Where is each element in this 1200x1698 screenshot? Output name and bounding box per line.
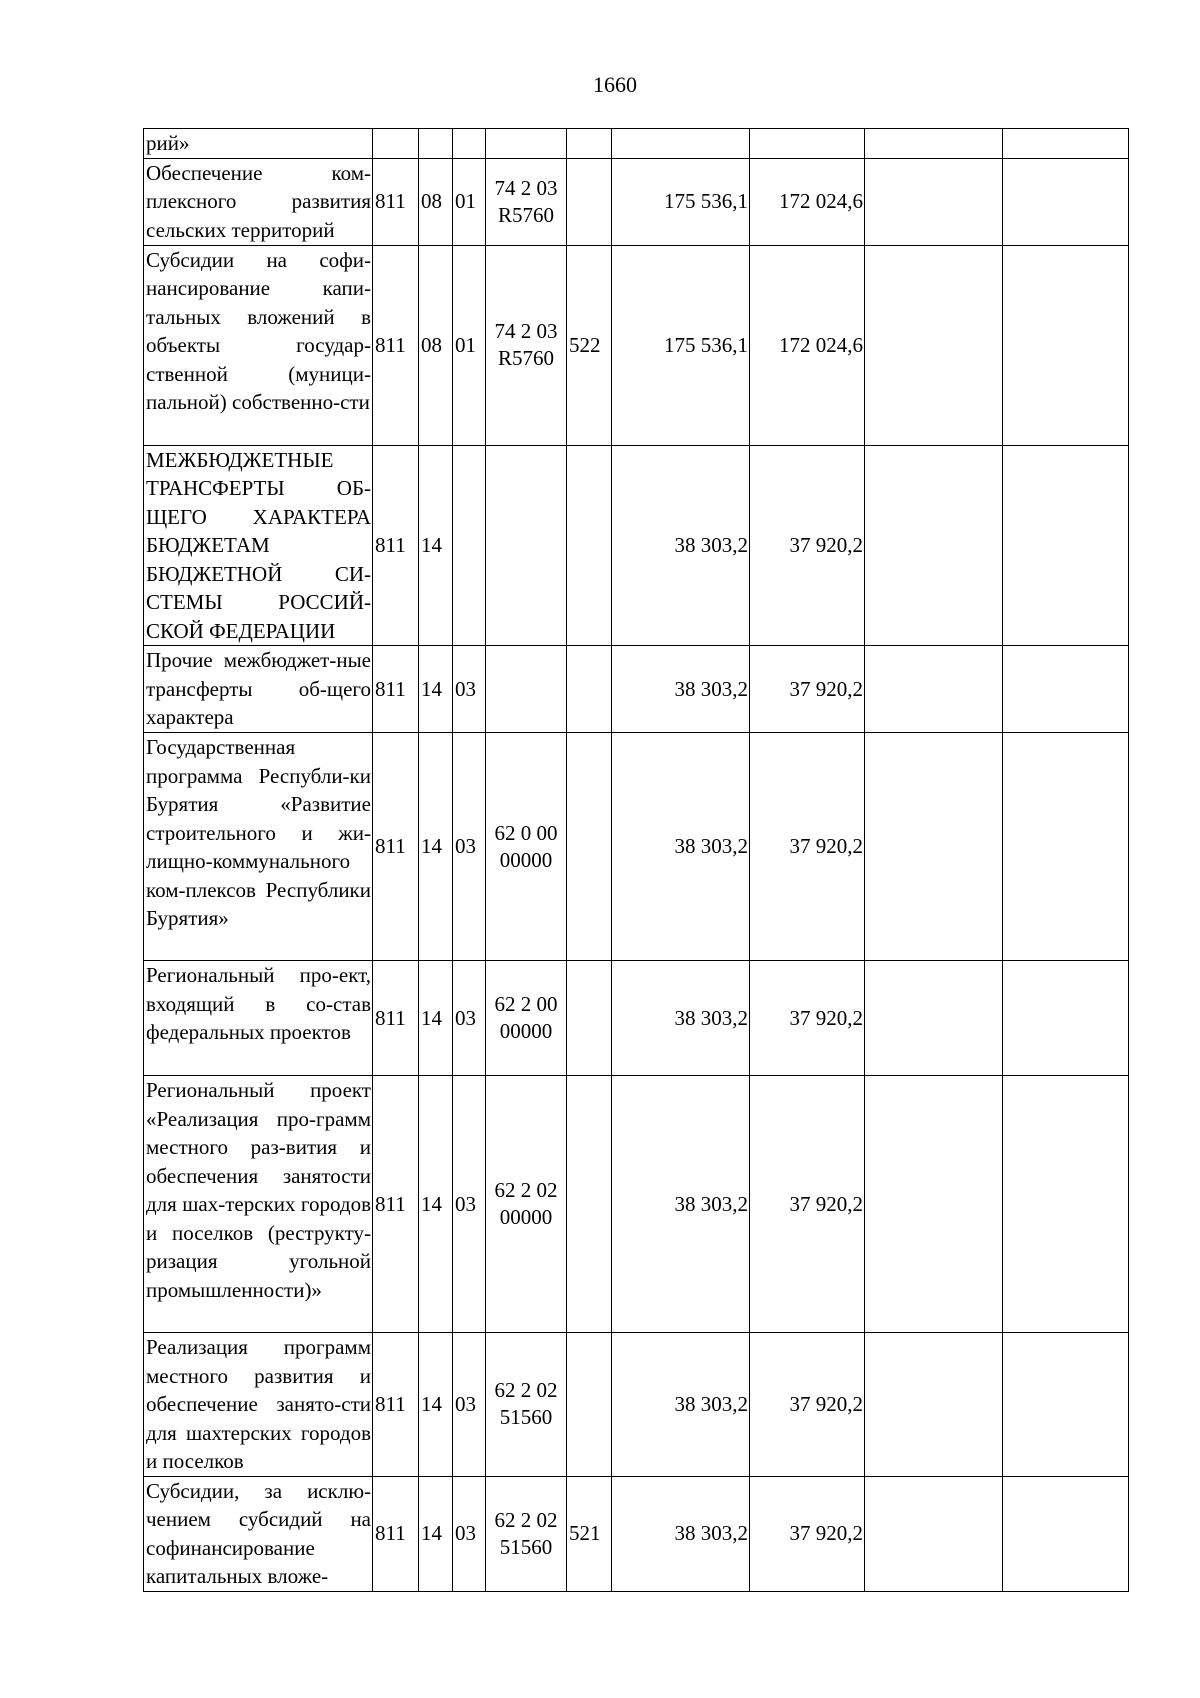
cell-target-article: 62 2 00 00000	[486, 961, 567, 1076]
cell-name: Региональный проект «Реализация про-грамм местного раз-вития и обеспечения занятости для шах-терских городов и поселков (реструкту-ризация угольной промышленности)»	[144, 1076, 373, 1333]
table-row	[144, 646, 1129, 733]
cell-sum-4	[1003, 158, 1129, 245]
cell-sum-4	[1003, 245, 1129, 445]
cell-sum-3	[865, 733, 1003, 961]
cell-name: Субсидии, за исклю-чением субсидий на софинансирование капитальных вложе-	[144, 1476, 373, 1591]
cell-sum-1: 38 303,2	[612, 1333, 750, 1477]
cell-ved: 811	[373, 1333, 419, 1477]
cell-subsection	[453, 445, 486, 646]
cell-sum-4	[1003, 129, 1129, 159]
cell-subsection: 01	[453, 158, 486, 245]
table-row	[144, 733, 1129, 961]
cell-sum-4	[1003, 733, 1129, 961]
cell-target-article	[486, 646, 567, 733]
cell-sum-3	[865, 158, 1003, 245]
cell-ved: 811	[373, 733, 419, 961]
cell-sum-3	[865, 129, 1003, 159]
cell-expense-type	[567, 445, 612, 646]
cell-subsection: 03	[453, 733, 486, 961]
cell-sum-1: 38 303,2	[612, 1076, 750, 1333]
cell-expense-type	[567, 129, 612, 159]
cell-expense-type	[567, 961, 612, 1076]
table-body	[144, 129, 1129, 1592]
cell-sum-2: 37 920,2	[750, 646, 865, 733]
cell-target-article: 62 2 02 51560	[486, 1333, 567, 1477]
cell-sum-4	[1003, 1076, 1129, 1333]
cell-target-article	[486, 445, 567, 646]
cell-section: 08	[419, 158, 453, 245]
cell-sum-3	[865, 245, 1003, 445]
cell-section: 08	[419, 245, 453, 445]
cell-sum-1	[612, 129, 750, 159]
cell-sum-2: 172 024,6	[750, 158, 865, 245]
cell-section: 14	[419, 1076, 453, 1333]
cell-sum-1: 38 303,2	[612, 646, 750, 733]
cell-sum-2: 37 920,2	[750, 1076, 865, 1333]
cell-target-article: 62 2 02 00000	[486, 1076, 567, 1333]
budget-table	[143, 128, 1129, 1592]
table-row	[144, 961, 1129, 1076]
cell-sum-2: 37 920,2	[750, 1333, 865, 1477]
cell-name: Субсидии на софи-нансирование капи-тальных вложений в объекты государ-ственной (муници-пальной) собственно-сти	[144, 245, 373, 445]
cell-sum-4	[1003, 1333, 1129, 1477]
cell-section: 14	[419, 1333, 453, 1477]
cell-sum-1: 38 303,2	[612, 1476, 750, 1591]
cell-sum-2: 37 920,2	[750, 445, 865, 646]
cell-sum-3	[865, 1476, 1003, 1591]
cell-expense-type: 521	[567, 1476, 612, 1591]
table-row	[144, 445, 1129, 646]
cell-name: Реализация программ местного развития и обеспечение занято-сти для шахтерских городов и поселков	[144, 1333, 373, 1477]
cell-sum-1: 38 303,2	[612, 445, 750, 646]
cell-expense-type	[567, 646, 612, 733]
cell-sum-2: 172 024,6	[750, 245, 865, 445]
cell-ved: 811	[373, 245, 419, 445]
cell-name: Региональный про-ект, входящий в со-став федеральных проектов	[144, 961, 373, 1076]
cell-sum-4	[1003, 445, 1129, 646]
cell-name: Обеспечение ком-плексного развития сельских территорий	[144, 158, 373, 245]
cell-name: рий»	[144, 129, 373, 159]
cell-target-article: 74 2 03 R5760	[486, 245, 567, 445]
cell-sum-3	[865, 646, 1003, 733]
cell-section: 14	[419, 961, 453, 1076]
cell-subsection: 03	[453, 1333, 486, 1477]
cell-sum-1: 38 303,2	[612, 733, 750, 961]
table-row	[144, 158, 1129, 245]
table-row	[144, 1476, 1129, 1591]
table-row	[144, 1333, 1129, 1477]
cell-sum-2: 37 920,2	[750, 961, 865, 1076]
cell-section	[419, 129, 453, 159]
cell-subsection: 01	[453, 245, 486, 445]
cell-subsection: 03	[453, 1076, 486, 1333]
cell-name: Прочие межбюджет-ные трансферты об-щего характера	[144, 646, 373, 733]
cell-target-article: 74 2 03 R5760	[486, 158, 567, 245]
cell-ved: 811	[373, 158, 419, 245]
cell-sum-4	[1003, 1476, 1129, 1591]
cell-sum-1: 175 536,1	[612, 245, 750, 445]
cell-ved: 811	[373, 961, 419, 1076]
cell-sum-1: 175 536,1	[612, 158, 750, 245]
cell-section: 14	[419, 733, 453, 961]
cell-expense-type	[567, 1333, 612, 1477]
cell-sum-3	[865, 1076, 1003, 1333]
cell-sum-3	[865, 961, 1003, 1076]
cell-ved: 811	[373, 646, 419, 733]
cell-name: МЕЖБЮДЖЕТНЫЕ ТРАНСФЕРТЫ ОБ-ЩЕГО ХАРАКТЕРА БЮДЖЕТАМ БЮДЖЕТНОЙ СИ-СТЕМЫ РОССИЙ-СКОЙ ФЕДЕРАЦИИ	[144, 445, 373, 646]
cell-ved: 811	[373, 1476, 419, 1591]
cell-ved: 811	[373, 445, 419, 646]
table-row	[144, 129, 1129, 159]
cell-section: 14	[419, 1476, 453, 1591]
cell-target-article: 62 0 00 00000	[486, 733, 567, 961]
cell-subsection: 03	[453, 1476, 486, 1591]
cell-expense-type	[567, 733, 612, 961]
cell-expense-type	[567, 158, 612, 245]
cell-target-article: 62 2 02 51560	[486, 1476, 567, 1591]
cell-target-article	[486, 129, 567, 159]
cell-section: 14	[419, 646, 453, 733]
cell-sum-2: 37 920,2	[750, 733, 865, 961]
cell-expense-type: 522	[567, 245, 612, 445]
cell-section: 14	[419, 445, 453, 646]
cell-ved	[373, 129, 419, 159]
cell-sum-3	[865, 1333, 1003, 1477]
cell-subsection	[453, 129, 486, 159]
cell-expense-type	[567, 1076, 612, 1333]
table-row	[144, 245, 1129, 445]
cell-sum-2	[750, 129, 865, 159]
cell-name: Государственная программа Республи-ки Бурятия «Развитие строительного и жи-лищно-коммунального ком-плексов Республики Бурятия»	[144, 733, 373, 961]
cell-sum-4	[1003, 961, 1129, 1076]
cell-ved: 811	[373, 1076, 419, 1333]
page-number: 1660	[593, 72, 637, 97]
cell-subsection: 03	[453, 961, 486, 1076]
table-row	[144, 1076, 1129, 1333]
cell-sum-1: 38 303,2	[612, 961, 750, 1076]
cell-sum-3	[865, 445, 1003, 646]
cell-subsection: 03	[453, 646, 486, 733]
cell-sum-4	[1003, 646, 1129, 733]
cell-sum-2: 37 920,2	[750, 1476, 865, 1591]
